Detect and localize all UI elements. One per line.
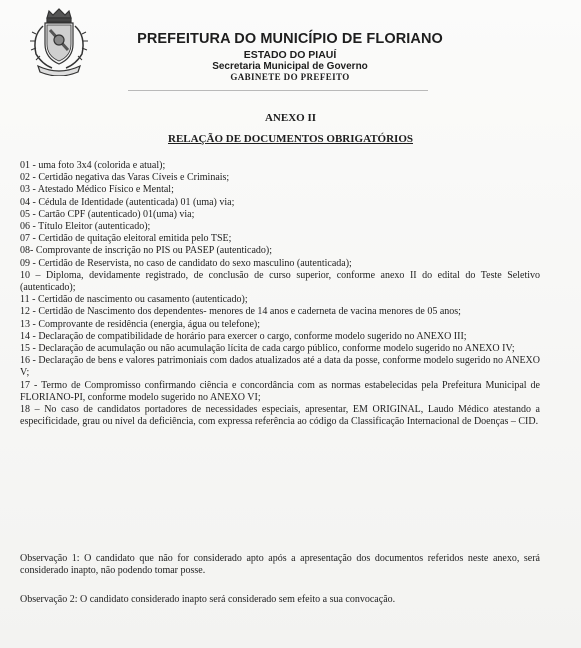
header-divider — [128, 90, 428, 91]
list-item: 11 - Certidão de nascimento ou casamento (autenticado); — [20, 294, 248, 306]
document-heading: RELAÇÃO DE DOCUMENTOS OBRIGATÓRIOS — [168, 133, 413, 145]
list-item: 03 - Atestado Médico Físico e Mental; — [20, 184, 174, 196]
department-name: Secretaria Municipal de Governo — [212, 61, 368, 72]
annex-label: ANEXO II — [264, 112, 317, 124]
letterhead — [130, 31, 450, 82]
municipal-coat-of-arms-icon — [28, 6, 90, 76]
list-item: 17 - Termo de Compromisso confirmando ciência e concordância com as normas estabelecidas pela Prefeitura Municipal de FLORIANO-PI, conforme modelo sugerido no ANEXO VI; — [20, 379, 540, 403]
municipality-title: PREFEITURA DO MUNICÍPIO DE FLORIANO — [137, 31, 443, 47]
observation-2: Observação 2: O candidato considerado inapto será considerado sem efeito a sua convocação. — [20, 594, 396, 605]
office-name: GABINETE DO PREFEITO — [230, 72, 350, 82]
list-item: 14 - Declaração de compatibilidade de horário para exercer o cargo, conforme modelo sugerido no ANEXO III; — [20, 330, 467, 342]
list-item: 05 - Cartão CPF (autenticado) 01(uma) via; — [20, 208, 195, 220]
list-item: 09 - Certidão de Reservista, no caso de candidato do sexo masculino (autenticada); — [20, 257, 352, 269]
list-item: 04 - Cédula de Identidade (autenticada) 01 (uma) via; — [20, 196, 235, 208]
list-item: 10 – Diploma, devidamente registrado, de conclusão de curso superior, conforme anexo II do edital do Teste Seletivo (autenticado); — [20, 269, 540, 294]
list-item: 01 - uma foto 3x4 (colorida e atual); — [20, 160, 166, 171]
list-item: 12 - Certidão de Nascimento dos dependentes- menores de 14 anos e caderneta de vacina menores de 05 anos; — [20, 306, 461, 318]
list-item: 18 – No caso de candidatos portadores de necessidades especiais, apresentar, EM ORIGINAL, Laudo Médico atestando a especificidade, grau ou nível da deficiência, com expressa referência ao código da Classificação Internacional de Doenças – CID. — [20, 404, 540, 428]
list-item: 08- Comprovante de inscrição no PIS ou PASEP (autenticado); — [20, 245, 273, 257]
list-item: 13 - Comprovante de residência (energia, água ou telefone); — [20, 318, 260, 330]
state-name: ESTADO DO PIAUÍ — [243, 49, 337, 61]
list-item: 07 - Certidão de quitação eleitoral emitida pelo TSE; — [20, 233, 232, 245]
observation-1: Observação 1: O candidato que não for considerado apto após a apresentação dos documentos referidos neste anexo, será considerado inapto, não podendo tomar posse. — [20, 553, 540, 577]
required-documents-list — [20, 160, 540, 428]
list-item: 02 - Certidão negativa das Varas Cíveis e Criminais; — [20, 172, 230, 184]
list-item: 15 - Declaração de acumulação ou não acumulação lícita de cada cargo público, conforme modelo sugerido no ANEXO IV; — [20, 343, 515, 355]
list-item: 16 - Declaração de bens e valores patrimoniais com dados atualizados até a data da posse, conforme modelo sugerido no ANEXO V; — [20, 355, 540, 379]
list-item: 06 - Título Eleitor (autenticado); — [20, 221, 151, 233]
